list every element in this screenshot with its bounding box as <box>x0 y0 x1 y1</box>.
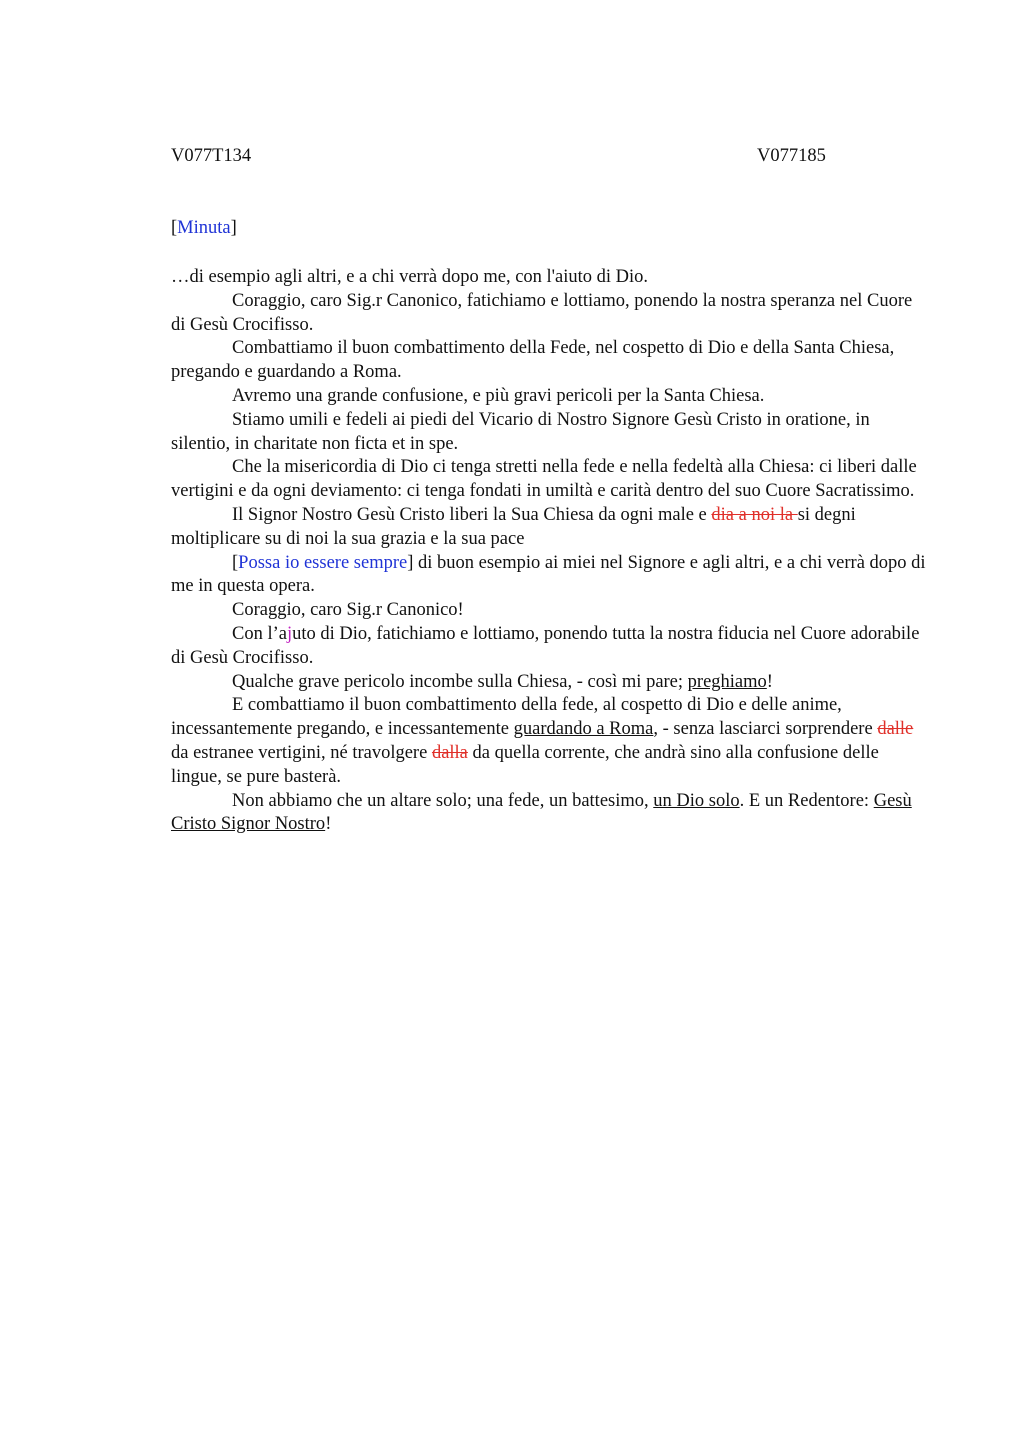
paragraph-10 <box>171 623 931 671</box>
text-segment: Con l’a <box>232 623 287 644</box>
text-segment: da estranee vertigini, né travolgere <box>171 742 432 763</box>
text-segment: ! <box>766 671 773 692</box>
editorial-insertion: Possa io essere sempre <box>238 552 408 573</box>
text-segment: Non abbiamo che un altare solo; una fede, un battesimo, <box>232 790 654 811</box>
page-header <box>171 146 871 170</box>
highlighted-letter: j <box>286 623 293 644</box>
letter-body <box>171 266 931 837</box>
paragraph-4: Avremo una grande confusione, e più gravi pericoli per la Santa Chiesa. <box>232 385 765 406</box>
paragraph-3: Combattiamo il buon combattimento della Fede, nel cospetto di Dio e della Santa Chiesa, pregando e guardando a Roma. <box>171 338 895 383</box>
paragraph-12 <box>171 694 931 789</box>
underlined-text: guardando a Roma <box>513 719 654 740</box>
header-left-code: V077T134 <box>171 146 252 166</box>
text-segment: , - senza lasciarci sorprendere <box>653 719 878 740</box>
underlined-text: preghiamo <box>687 671 767 692</box>
bracket-open: [ <box>232 552 239 573</box>
paragraph-2: Coraggio, caro Sig.r Canonico, fatichiamo e lottiamo, ponendo la nostra speranza nel Cuore di Gesù Crocifisso. <box>171 290 913 335</box>
text-segment: uto di Dio, fatichiamo e lottiamo, ponendo tutta la nostra fiducia nel Cuore adorabile di Gesù Crocifisso. <box>171 623 920 668</box>
section-title: Minuta <box>177 218 231 238</box>
section-bracket-open: [ <box>171 218 178 238</box>
paragraph-7 <box>171 504 931 552</box>
text-segment: si degni moltiplicare su di noi la sua grazia e la sua pace <box>171 504 856 549</box>
deleted-text: dia a noi la <box>711 504 798 525</box>
text-segment: ] di buon esempio ai miei nel Signore e agli altri, e a chi verrà dopo di me in questa opera. <box>171 552 926 597</box>
paragraph-6: Che la misericordia di Dio ci tenga stretti nella fede e nella fedeltà alla Chiesa: ci liberi dalle vertigini e da ogni deviamento: ci tenga fondati in umiltà e carità dentro del suo Cuore Sacratissimo. <box>171 457 917 502</box>
text-segment: da quella corrente, che andrà sino alla confusione delle lingue, se pure basterà. <box>171 742 879 787</box>
paragraph-11 <box>171 671 931 695</box>
paragraph-13 <box>171 790 931 838</box>
text-segment: Qualche grave pericolo incombe sulla Chiesa, - così mi pare; <box>232 671 688 692</box>
underlined-text: Gesù Cristo Signor Nostro <box>171 790 912 835</box>
section-bracket-close: ] <box>230 218 237 238</box>
deleted-text: dalla <box>431 742 468 763</box>
section-label <box>171 218 237 239</box>
text-segment: Il Signor Nostro Gesù Cristo liberi la Sua Chiesa da ogni male e <box>232 504 712 525</box>
underlined-text: un Dio solo <box>653 790 740 811</box>
header-right-code: V077185 <box>757 146 826 166</box>
text-segment: . E un Redentore: <box>739 790 874 811</box>
paragraph-9: Coraggio, caro Sig.r Canonico! <box>232 600 464 621</box>
paragraph-8 <box>171 552 931 600</box>
text-segment: E combattiamo il buon combattimento della fede, al cospetto di Dio e delle anime, incessantemente pregando, e incessantemente <box>171 695 842 740</box>
text-segment: ! <box>325 814 332 835</box>
paragraph-5: Stiamo umili e fedeli ai piedi del Vicario di Nostro Signore Gesù Cristo in oratione, in silentio, in charitate non ficta et in spe. <box>171 409 870 454</box>
paragraph-1: …di esempio agli altri, e a chi verrà dopo me, con l'aiuto di Dio. <box>171 267 649 287</box>
deleted-text: dalle <box>877 719 914 740</box>
